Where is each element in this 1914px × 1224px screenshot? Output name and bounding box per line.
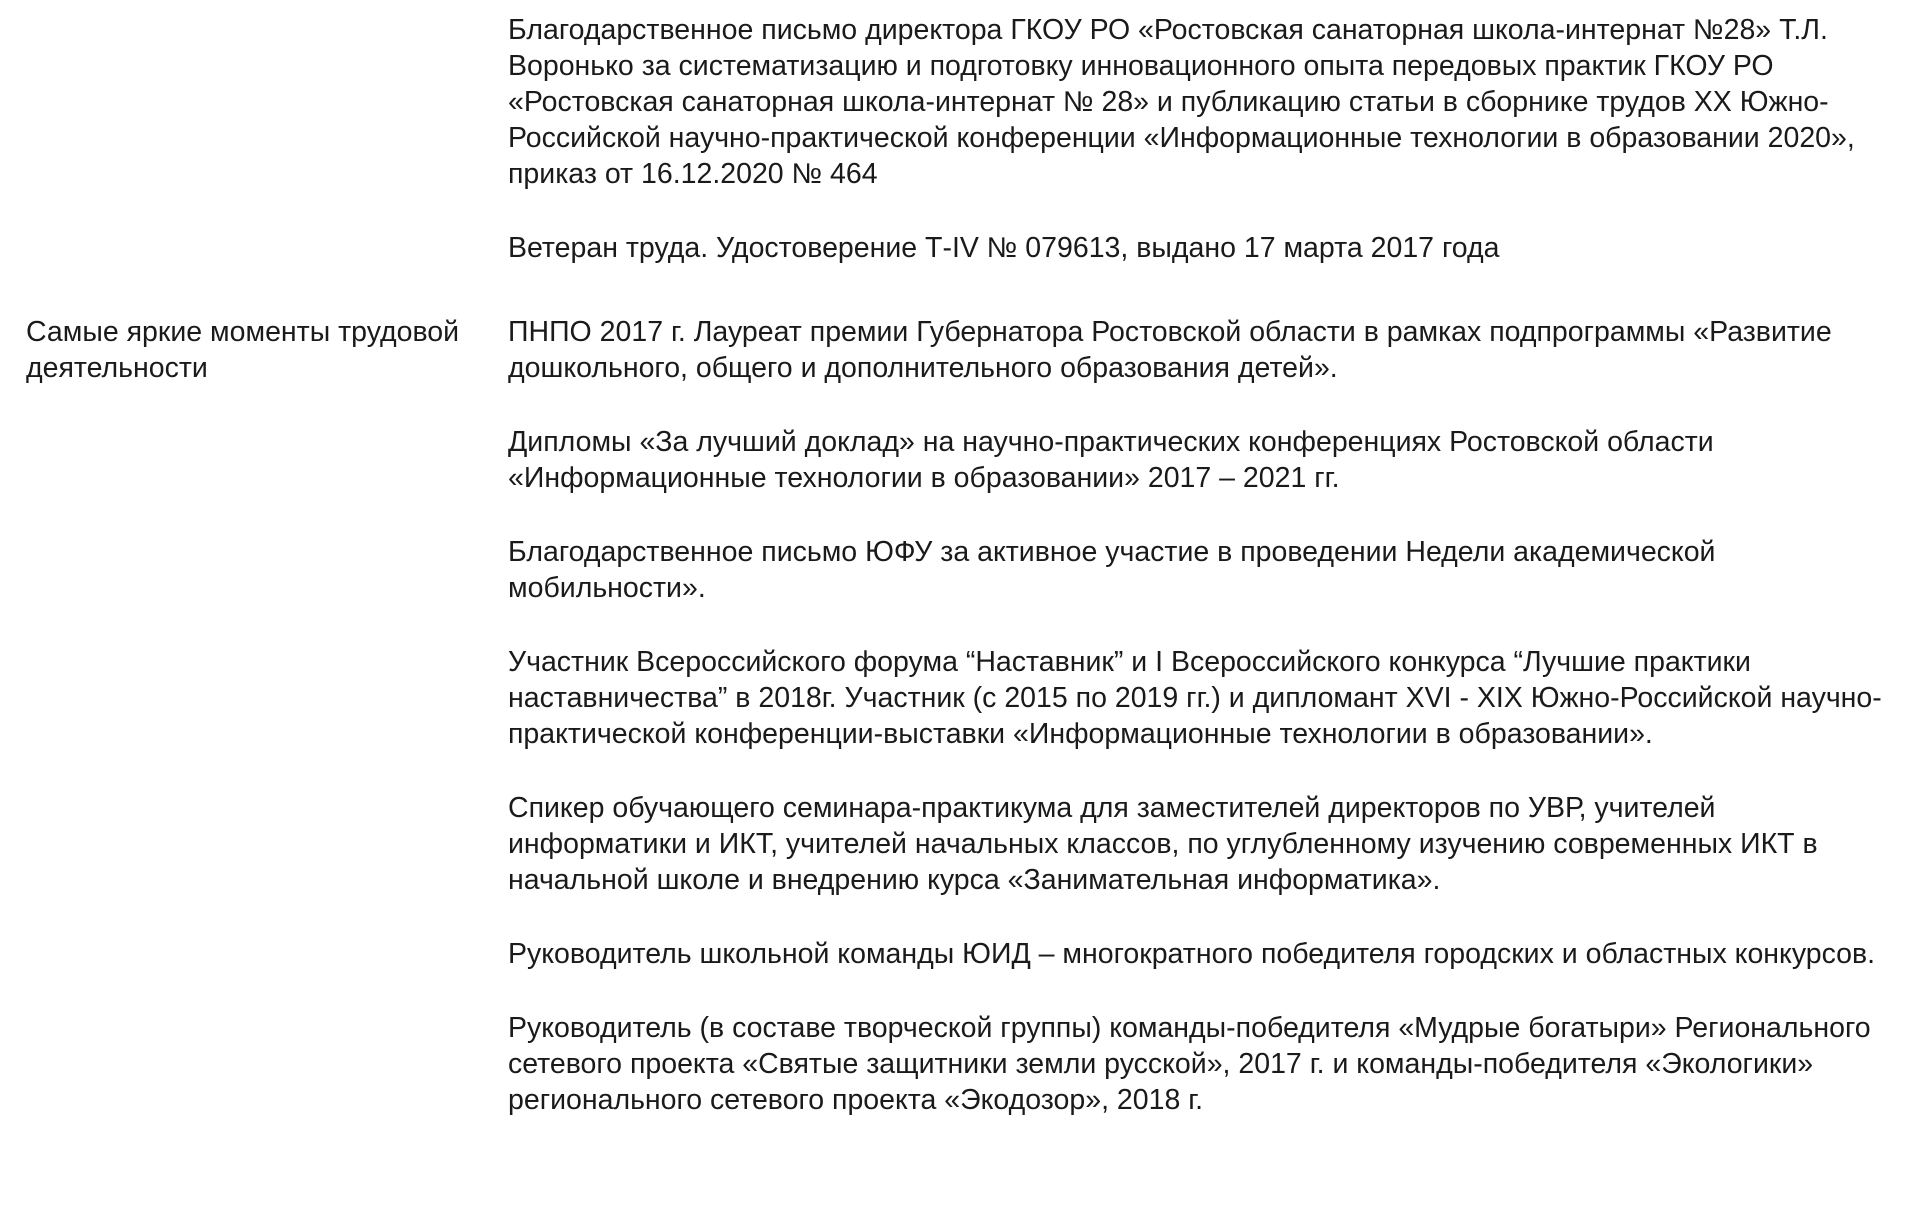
paragraph-winning-teams: Руководитель (в составе творческой группы) команды-победителя «Мудрые богатыри» Регионального сетевого проекта «Святые защитники земли русской», 2017 г. и команды-победителя «Экологики» регионального сетевого проекта «Экодозор», 2018 г. xyxy=(508,1012,1871,1116)
paragraph-labor-veteran: Ветеран труда. Удостоверение Т-IV № 079613, выдано 17 марта 2017 года xyxy=(508,232,1500,264)
paragraph-gratitude-letter-director: Благодарственное письмо директора ГКОУ РО «Ростовская санаторная школа-интернат №28» Т.Л. Воронько за систематизацию и подготовку инновационного опыта передовых практик ГКОУ РО «Ростовская санаторная школа-интернат № 28» и публикацию статьи в сборнике трудов XX Южно-Российской научно-практической конференции «Информационные технологии в образовании 2020», приказ от 16.12.2020 № 464 xyxy=(508,14,1855,190)
paragraph-yid-team-leader: Руководитель школьной команды ЮИД – многократного победителя городских и областных конкурсов. xyxy=(508,938,1876,970)
paragraph-governor-prize: ПНПО 2017 г. Лауреат премии Губернатора Ростовской области в рамках подпрограммы «Развитие дошкольного, общего и дополнительного образования детей». xyxy=(508,316,1832,384)
paragraph-seminar-speaker: Спикер обучающего семинара-практикума для заместителей директоров по УВР, учителей информатики и ИКТ, учителей начальных классов, по углубленному изучению современных ИКТ в начальной школе и внедрению курса «Занимательная информатика». xyxy=(508,792,1818,896)
highlights-content xyxy=(508,314,1898,1118)
highlights-label: Самые яркие моменты трудовой деятельности xyxy=(26,316,460,384)
paragraph-best-report-diplomas: Дипломы «За лучший доклад» на научно-практических конференциях Ростовской области «Информационные технологии в образовании» 2017 – 2021 гг. xyxy=(508,426,1714,494)
awards-content xyxy=(508,12,1898,266)
paragraph-sfedu-gratitude: Благодарственное письмо ЮФУ за активное участие в проведении Недели академической мобильности». xyxy=(508,536,1716,604)
paragraph-mentor-forum: Участник Всероссийского форума “Наставник” и I Всероссийского конкурса “Лучшие практики наставничества” в 2018г. Участник (с 2015 по 2019 гг.) и дипломант XVI - XIX Южно-Российской научно-практической конференции-выставки «Информационные технологии в образовании». xyxy=(508,646,1882,750)
